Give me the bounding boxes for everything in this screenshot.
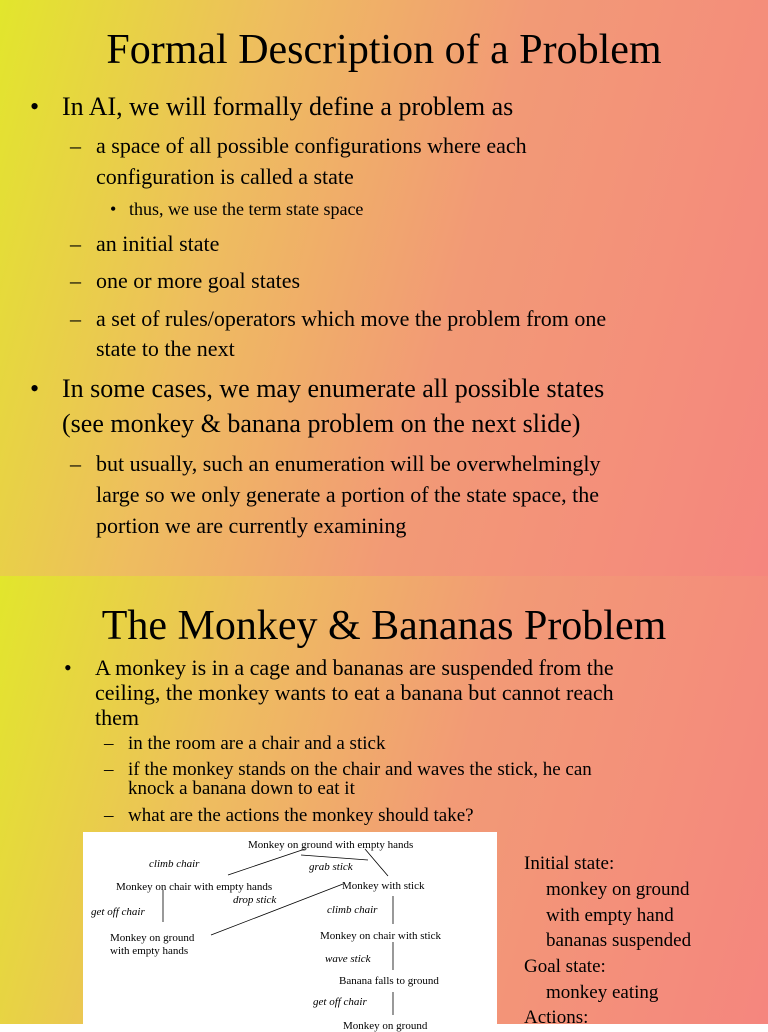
edge-line [301, 855, 368, 860]
bullet-text: A monkey is in a cage and bananas are suspended from the [95, 655, 614, 680]
bullet-text: (see monkey & banana problem on the next slide) [62, 409, 581, 438]
sub-bullet-text: knock a banana down to eat it [128, 778, 355, 799]
sub-bullet-text: but usually, such an enumeration will be overwhelmingly [96, 451, 601, 476]
diagram-edge-label: climb chair [149, 858, 200, 870]
state-space-graph [83, 832, 497, 1032]
diagram-edge-label: get off chair [313, 996, 367, 1008]
edge-line [365, 849, 388, 876]
initial-state-item: monkey on ground [546, 879, 690, 900]
slide-title: The Monkey & Bananas Problem [101, 603, 667, 649]
bullet-marker: • [110, 199, 117, 219]
bullet-marker: • [30, 374, 40, 403]
dash-marker: – [104, 759, 114, 780]
sub-bullet-text: configuration is called a state [96, 164, 354, 189]
sub-bullet-text: if the monkey stands on the chair and waves the stick, he can [128, 759, 592, 780]
state-space-diagram [83, 832, 497, 1032]
slide-monkey-bananas [0, 576, 768, 1032]
dash-marker: – [70, 268, 81, 293]
dash-marker: – [70, 231, 81, 256]
sub-bullet-text: in the room are a chair and a stick [128, 733, 386, 754]
bullet-text: ceiling, the monkey wants to eat a banana but cannot reach [95, 680, 614, 705]
sub-bullet-text: state to the next [96, 336, 235, 361]
sub-bullet-text: a space of all possible configurations where each [96, 133, 527, 158]
diagram-node: Monkey with stick [342, 880, 425, 892]
dash-marker: – [104, 733, 114, 754]
diagram-node: Banana falls to ground [339, 975, 439, 987]
diagram-edge-label: drop stick [233, 894, 277, 906]
bullet-marker: • [64, 655, 72, 680]
diagram-edge-label: climb chair [327, 904, 378, 916]
sub-bullet-text: a set of rules/operators which move the problem from one [96, 306, 607, 331]
dash-marker: – [70, 451, 81, 476]
dash-marker: – [70, 133, 81, 158]
diagram-node: Monkey on ground with empty hands [248, 839, 414, 851]
goal-state-label: Goal state: [524, 956, 606, 977]
slide-title: Formal Description of a Problem [106, 27, 662, 73]
diagram-edge-label: grab stick [309, 861, 353, 873]
sub-bullet-text: large so we only generate a portion of the state space, the [96, 482, 599, 507]
sub-bullet-text: portion we are currently examining [96, 513, 407, 538]
goal-state-item: monkey eating [546, 982, 659, 1003]
actions-label: Actions: [524, 1007, 589, 1028]
dash-marker: – [70, 306, 81, 331]
bullet-marker: • [30, 92, 40, 121]
sub-bullet-text: one or more goal states [96, 268, 301, 293]
diagram-node: Monkey on ground [343, 1020, 428, 1032]
bullet-text: In AI, we will formally define a problem as [62, 92, 514, 121]
sub-bullet-text: what are the actions the monkey should take? [128, 805, 474, 826]
diagram-node: with empty hands [110, 945, 189, 957]
bullet-text: them [95, 705, 139, 730]
edge-line [228, 849, 305, 875]
initial-state-item: with empty hand [546, 905, 674, 926]
bullet-text: In some cases, we may enumerate all possible states [62, 374, 605, 403]
diagram-node: Monkey on ground [110, 932, 195, 944]
diagram-node: Monkey on chair with empty hands [116, 881, 273, 893]
diagram-edge-label: get off chair [91, 906, 145, 918]
sub-sub-bullet-text: thus, we use the term state space [129, 199, 364, 219]
sub-bullet-text: an initial state [96, 231, 220, 256]
initial-state-item: bananas suspended [546, 930, 692, 951]
initial-state-label: Initial state: [524, 853, 615, 874]
diagram-edge-label: wave stick [325, 953, 371, 965]
dash-marker: – [104, 805, 114, 826]
diagram-node: Monkey on chair with stick [320, 930, 441, 942]
